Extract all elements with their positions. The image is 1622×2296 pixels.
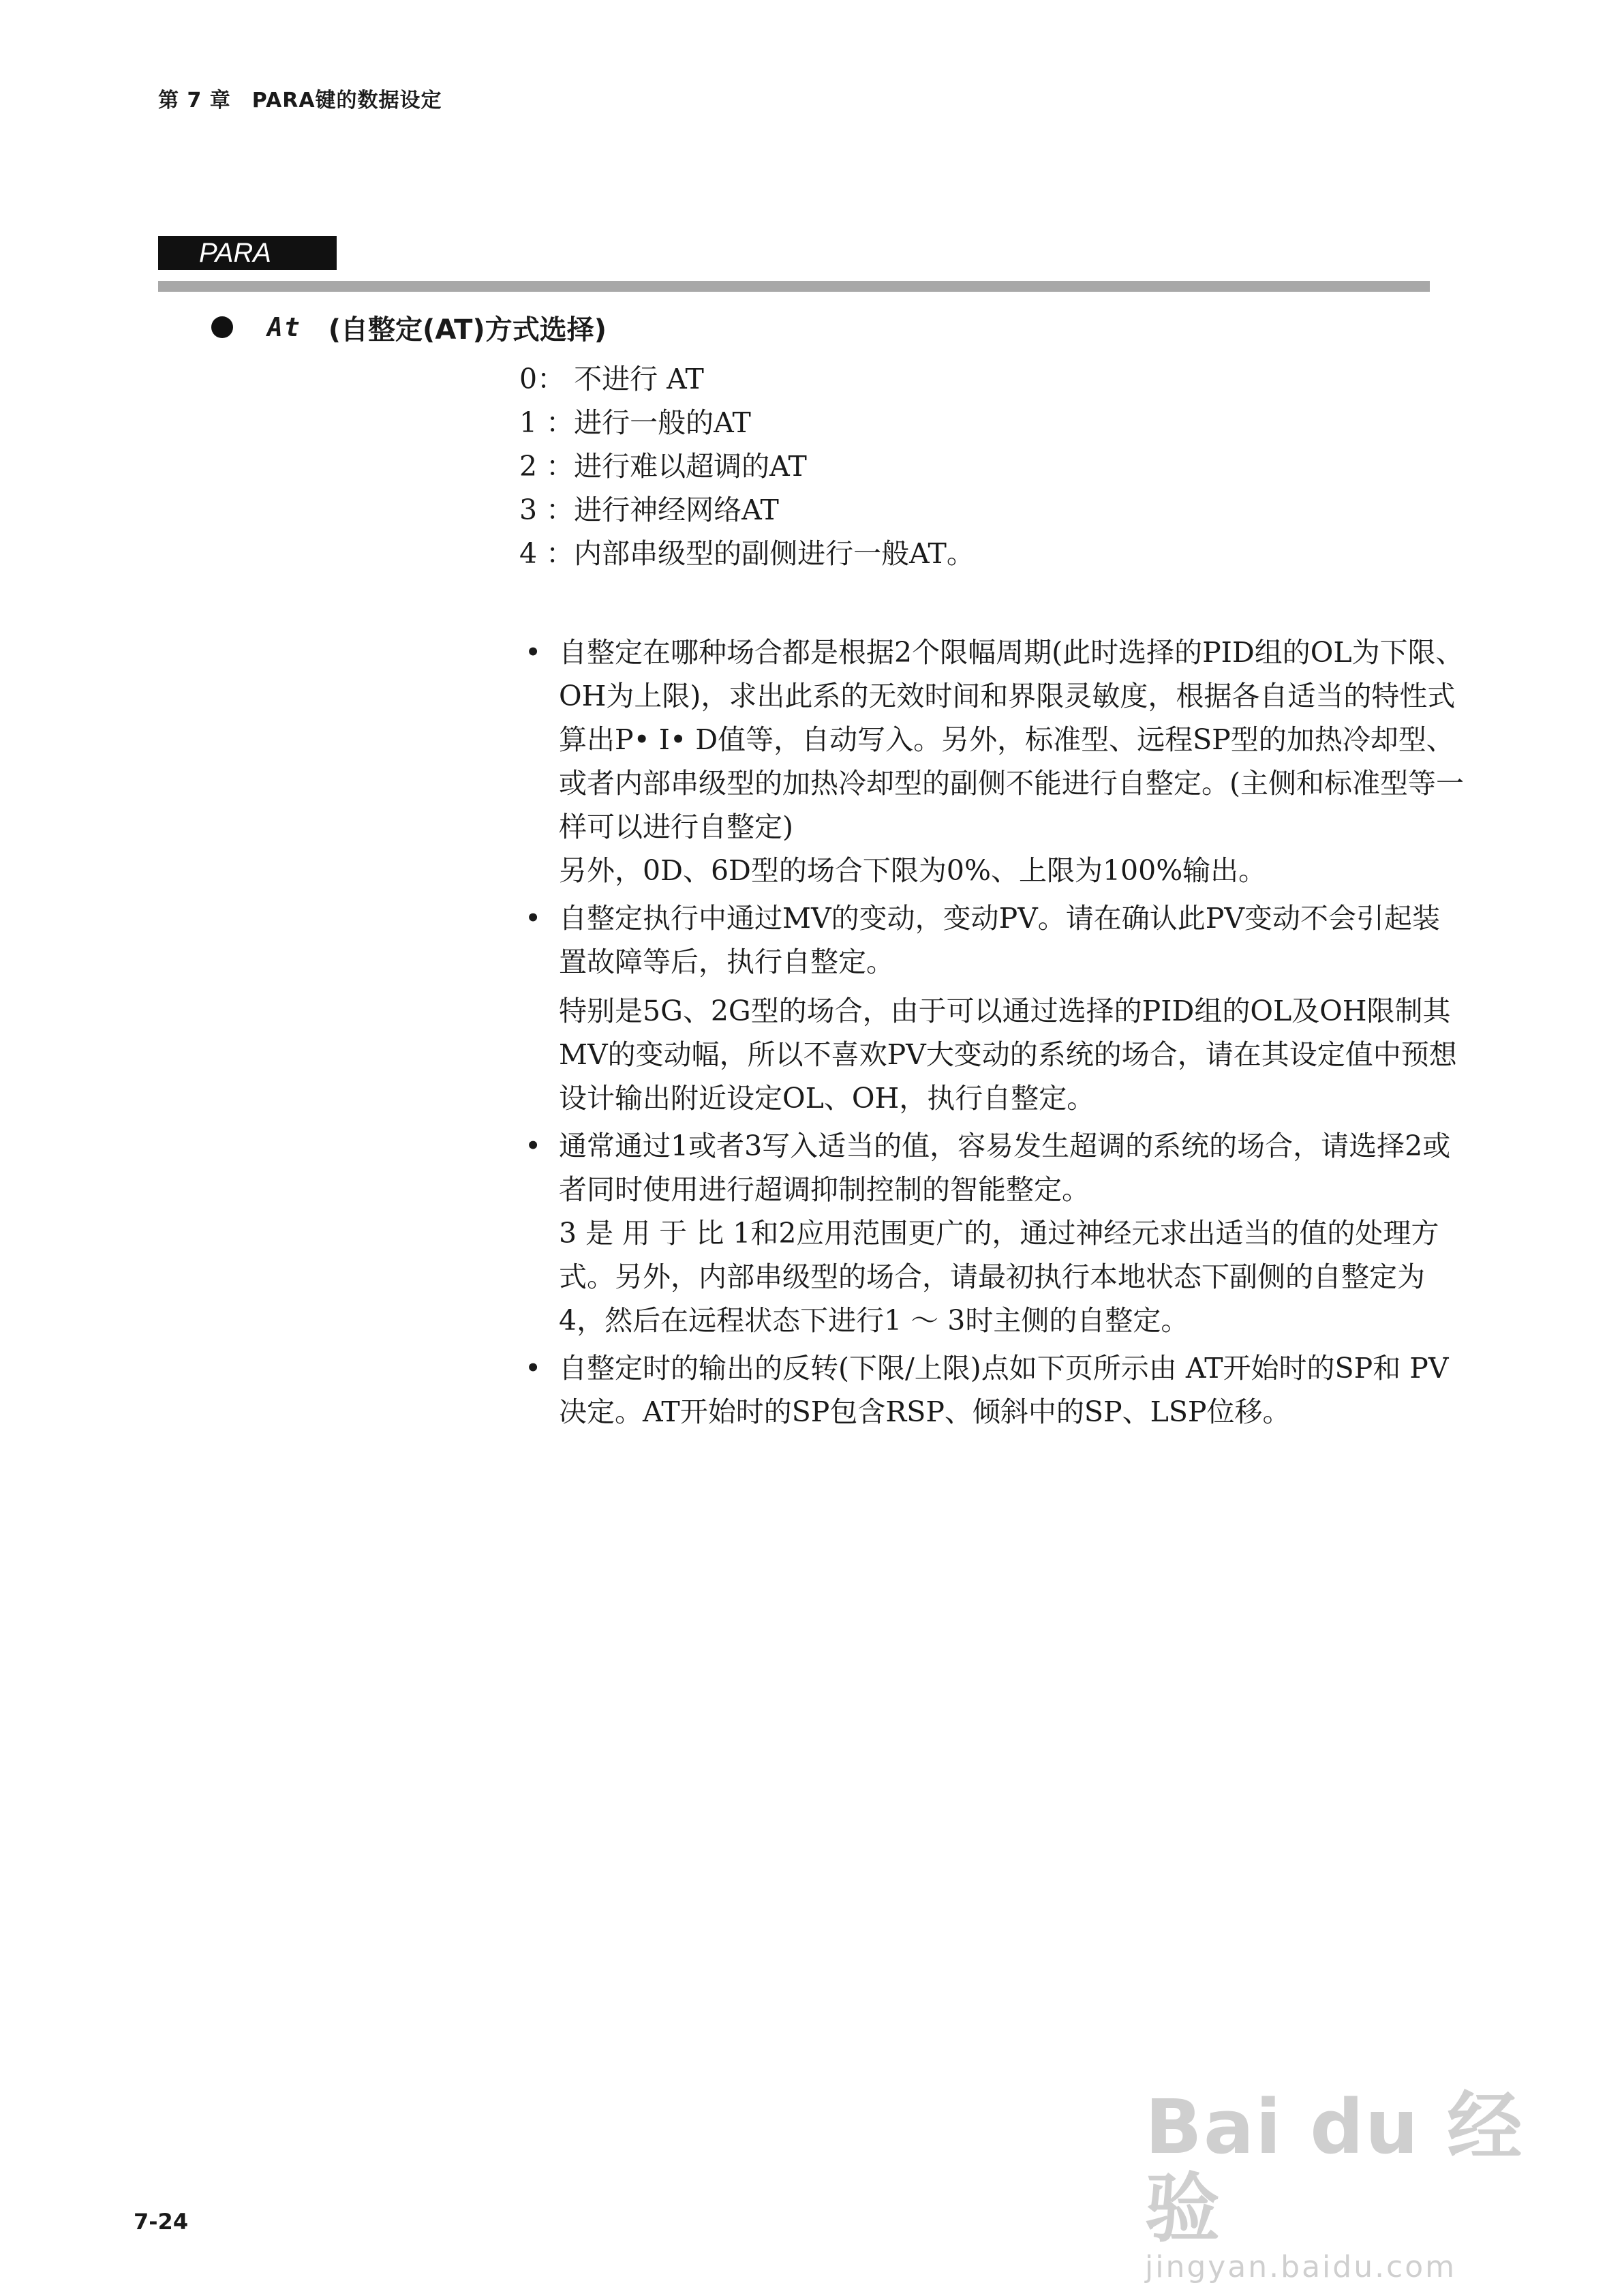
note-text: 特别是5G、2G型的场合，由于可以通过选择的PID组的OL及OH限制其MV的变动幅，所以不喜欢PV大变动的系统的场合，请在其设定值中预想设计输出附近设定OL、OH，执行自整定。 (559, 995, 1457, 1115)
watermark-url: jingyan.baidu.com (1145, 2250, 1457, 2284)
para-tag: PARA (158, 236, 337, 270)
note-text: • 自整定时的输出的反转(下限/上限)点如下页所示由 AT开始时的SP和 PV决定。AT开始时的SP包含RSP、倾斜中的SP、LSP位移。 (559, 1352, 1449, 1428)
section-title (211, 305, 607, 349)
chapter-header: 第 7 章 PARA键的数据设定 (158, 89, 442, 112)
baidu-watermark (1145, 2083, 1527, 2284)
page-number: 7-24 (134, 2209, 189, 2235)
watermark-brand: Bai du 经验 (1145, 2083, 1524, 2252)
bullet-dot-icon (211, 316, 233, 338)
segment-code: At (267, 312, 301, 342)
note-text: • 自整定在哪种场合都是根据2个限幅周期(此时选择的PID组的OL为下限、OH为上限)，求出此系的无效时间和界限灵敏度，根据各自适当的特性式算出P• I• D值等，自动写入。另外，标准型、远程SP型的加热冷却型、或者内部串级型的加热冷却型的副侧不能进行自整定。(主侧和标准型等一样可以进行自整定) (559, 636, 1464, 843)
option-item: 2 ：进行难以超调的AT (519, 450, 807, 483)
option-item: 3 ：进行神经网络AT (519, 494, 779, 526)
note-item (525, 896, 1465, 1120)
note-item (525, 631, 1465, 892)
note-item (525, 1346, 1465, 1434)
note-text: 另外，0D、6D型的场合下限为0%、上限为100%输出。 (559, 854, 1267, 887)
note-item (525, 1124, 1465, 1342)
option-list (519, 357, 975, 575)
option-item: 0： 不进行 AT (519, 363, 704, 395)
note-text: • 通常通过1或者3写入适当的值，容易发生超调的系统的场合，请选择2或者同时使用进行超调抑制控制的智能整定。 (559, 1130, 1451, 1206)
notes-list (525, 631, 1465, 1438)
option-item: 1 ：进行一般的AT (519, 406, 751, 439)
section-rule (158, 281, 1430, 292)
section-title-text: (自整定(AT)方式选择) (328, 314, 607, 346)
option-item: 4 ：内部串级型的副侧进行一般AT。 (519, 537, 975, 570)
note-text: 3 是 用 于 比 1和2应用范围更广的，通过神经元求出适当的值的处理方式。另外，内部串级型的场合，请最初执行本地状态下副侧的自整定为4，然后在远程状态下进行1 ～ 3时主侧的自整定。 (559, 1217, 1439, 1337)
note-text: • 自整定执行中通过MV的变动，变动PV。请在确认此PV变动不会引起装置故障等后，执行自整定。 (559, 902, 1440, 978)
